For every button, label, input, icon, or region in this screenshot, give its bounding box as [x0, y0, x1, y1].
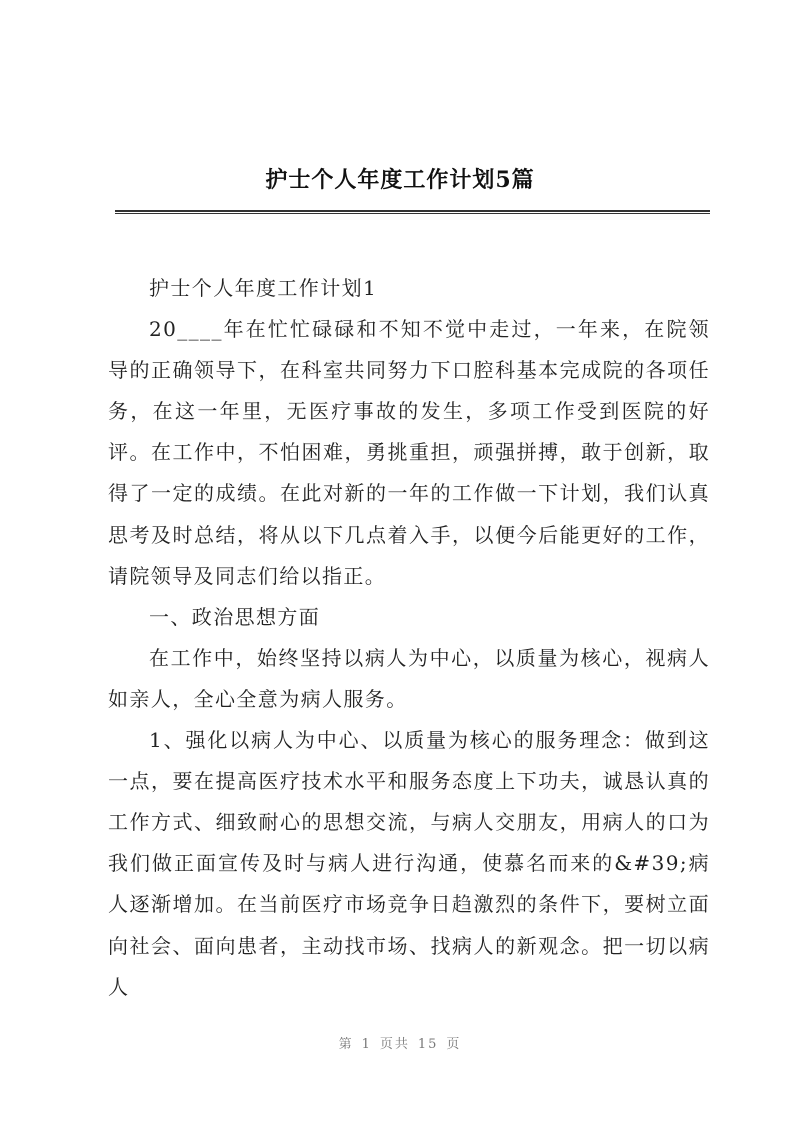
page-footer	[0, 1033, 800, 1052]
section-heading: 护士个人年度工作计划1	[149, 276, 378, 300]
title-divider	[115, 210, 710, 214]
footer-middle: 页共	[379, 1037, 410, 1052]
body-paragraph: 在工作中，始终坚持以病人为中心，以质量为核心，视病人如亲人，全心全意为病人服务。	[108, 645, 710, 711]
footer-prefix: 第	[338, 1037, 354, 1052]
footer-total-pages: 15	[417, 1037, 439, 1052]
footer-suffix: 页	[446, 1037, 462, 1052]
body-paragraph: 20____年在忙忙碌碌和不知不觉中走过，一年来，在院领导的正确领导下，在科室共同努力下口腔科基本完成院的各项任务，在这一年里，无医疗事故的发生，多项工作受到医院的好评。在工作中，不怕困难，勇挑重担，顽强拼搏，敢于创新，取得了一定的成绩。在此对新的一年的工作做一下计划，我们认真思考及时总结，将从以下几点着入手，以便今后能更好的工作，请院领导及同志们给以指正。	[108, 317, 710, 588]
document-body	[108, 268, 710, 1008]
footer-page-number: 1	[361, 1037, 372, 1052]
page-title: 护士个人年度工作计划5篇	[265, 167, 535, 193]
section-heading: 一、政治思想方面	[149, 604, 321, 629]
body-paragraph: 1、强化以病人为中心、以质量为核心的服务理念：做到这一点，要在提高医疗技术水平和服务态度上下功夫，诚恳认真的工作方式、细致耐心的思想交流，与病人交朋友，用病人的口为我们做正面宣传及时与病人进行沟通，使慕名而来的&#39;病人逐渐增加。在当前医疗市场竞争日趋激烈的条件下，要树立面向社会、面向患者，主动找市场、找病人的新观念。把一切以病人	[108, 728, 710, 999]
